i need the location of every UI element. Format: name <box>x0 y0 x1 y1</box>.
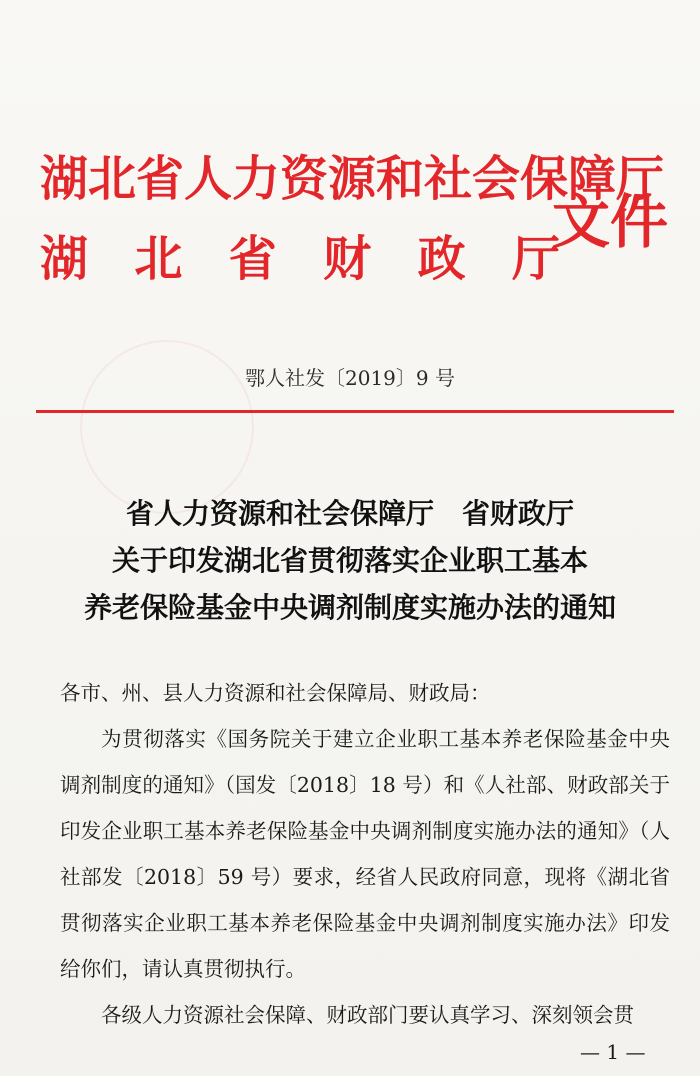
issuer-line-2-char: 湖 <box>40 231 89 287</box>
body-paragraph: 各级人力资源社会保障、财政部门要认真学习、深刻领会贯 <box>101 1003 634 1027</box>
issuer-line-1: 湖北省人力资源和社会保障厅 <box>40 151 665 207</box>
issuer-line-2-char: 政 <box>417 231 466 287</box>
document-number: 鄂人社发〔2019〕9 号 <box>245 366 455 390</box>
notice-title-line-2: 关于印发湖北省贯彻落实企业职工基本 <box>111 544 588 577</box>
document-header <box>0 0 700 340</box>
faint-seal-watermark <box>80 340 254 514</box>
red-divider-line <box>36 410 674 413</box>
notice-title-line-3: 养老保险基金中央调剂制度实施办法的通知 <box>83 591 616 624</box>
issuer-line-2-char: 财 <box>323 231 372 287</box>
body-paragraph: 为贯彻落实《国务院关于建立企业职工基本养老保险基金中央调剂制度的通知》（国发〔2018〕18 号）和《人社部、财政部关于印发企业职工基本养老保险基金中央调剂制度实施办法的通知》（人社部发〔2018〕59 号）要求，经省人民政府同意，现将《湖北省贯彻落实企业职工基本养老保险基金中央调剂制度实施办法》印发给你们，请认真贯彻执行。 <box>60 727 670 981</box>
issuer-line-2-char: 厅 <box>511 231 560 287</box>
notice-title <box>0 490 700 631</box>
issuer-line-2 <box>40 231 560 287</box>
page-number: — 1 — <box>580 1040 646 1064</box>
salutation: 各市、州、县人力资源和社会保障局、财政局： <box>60 681 491 705</box>
notice-title-line-1: 省人力资源和社会保障厅 省财政厅 <box>125 497 574 530</box>
document-body <box>60 670 670 1038</box>
document-word: 文件 <box>552 188 669 256</box>
issuer-line-2-char: 省 <box>228 231 277 287</box>
issuer-line-2-char: 北 <box>134 231 183 287</box>
